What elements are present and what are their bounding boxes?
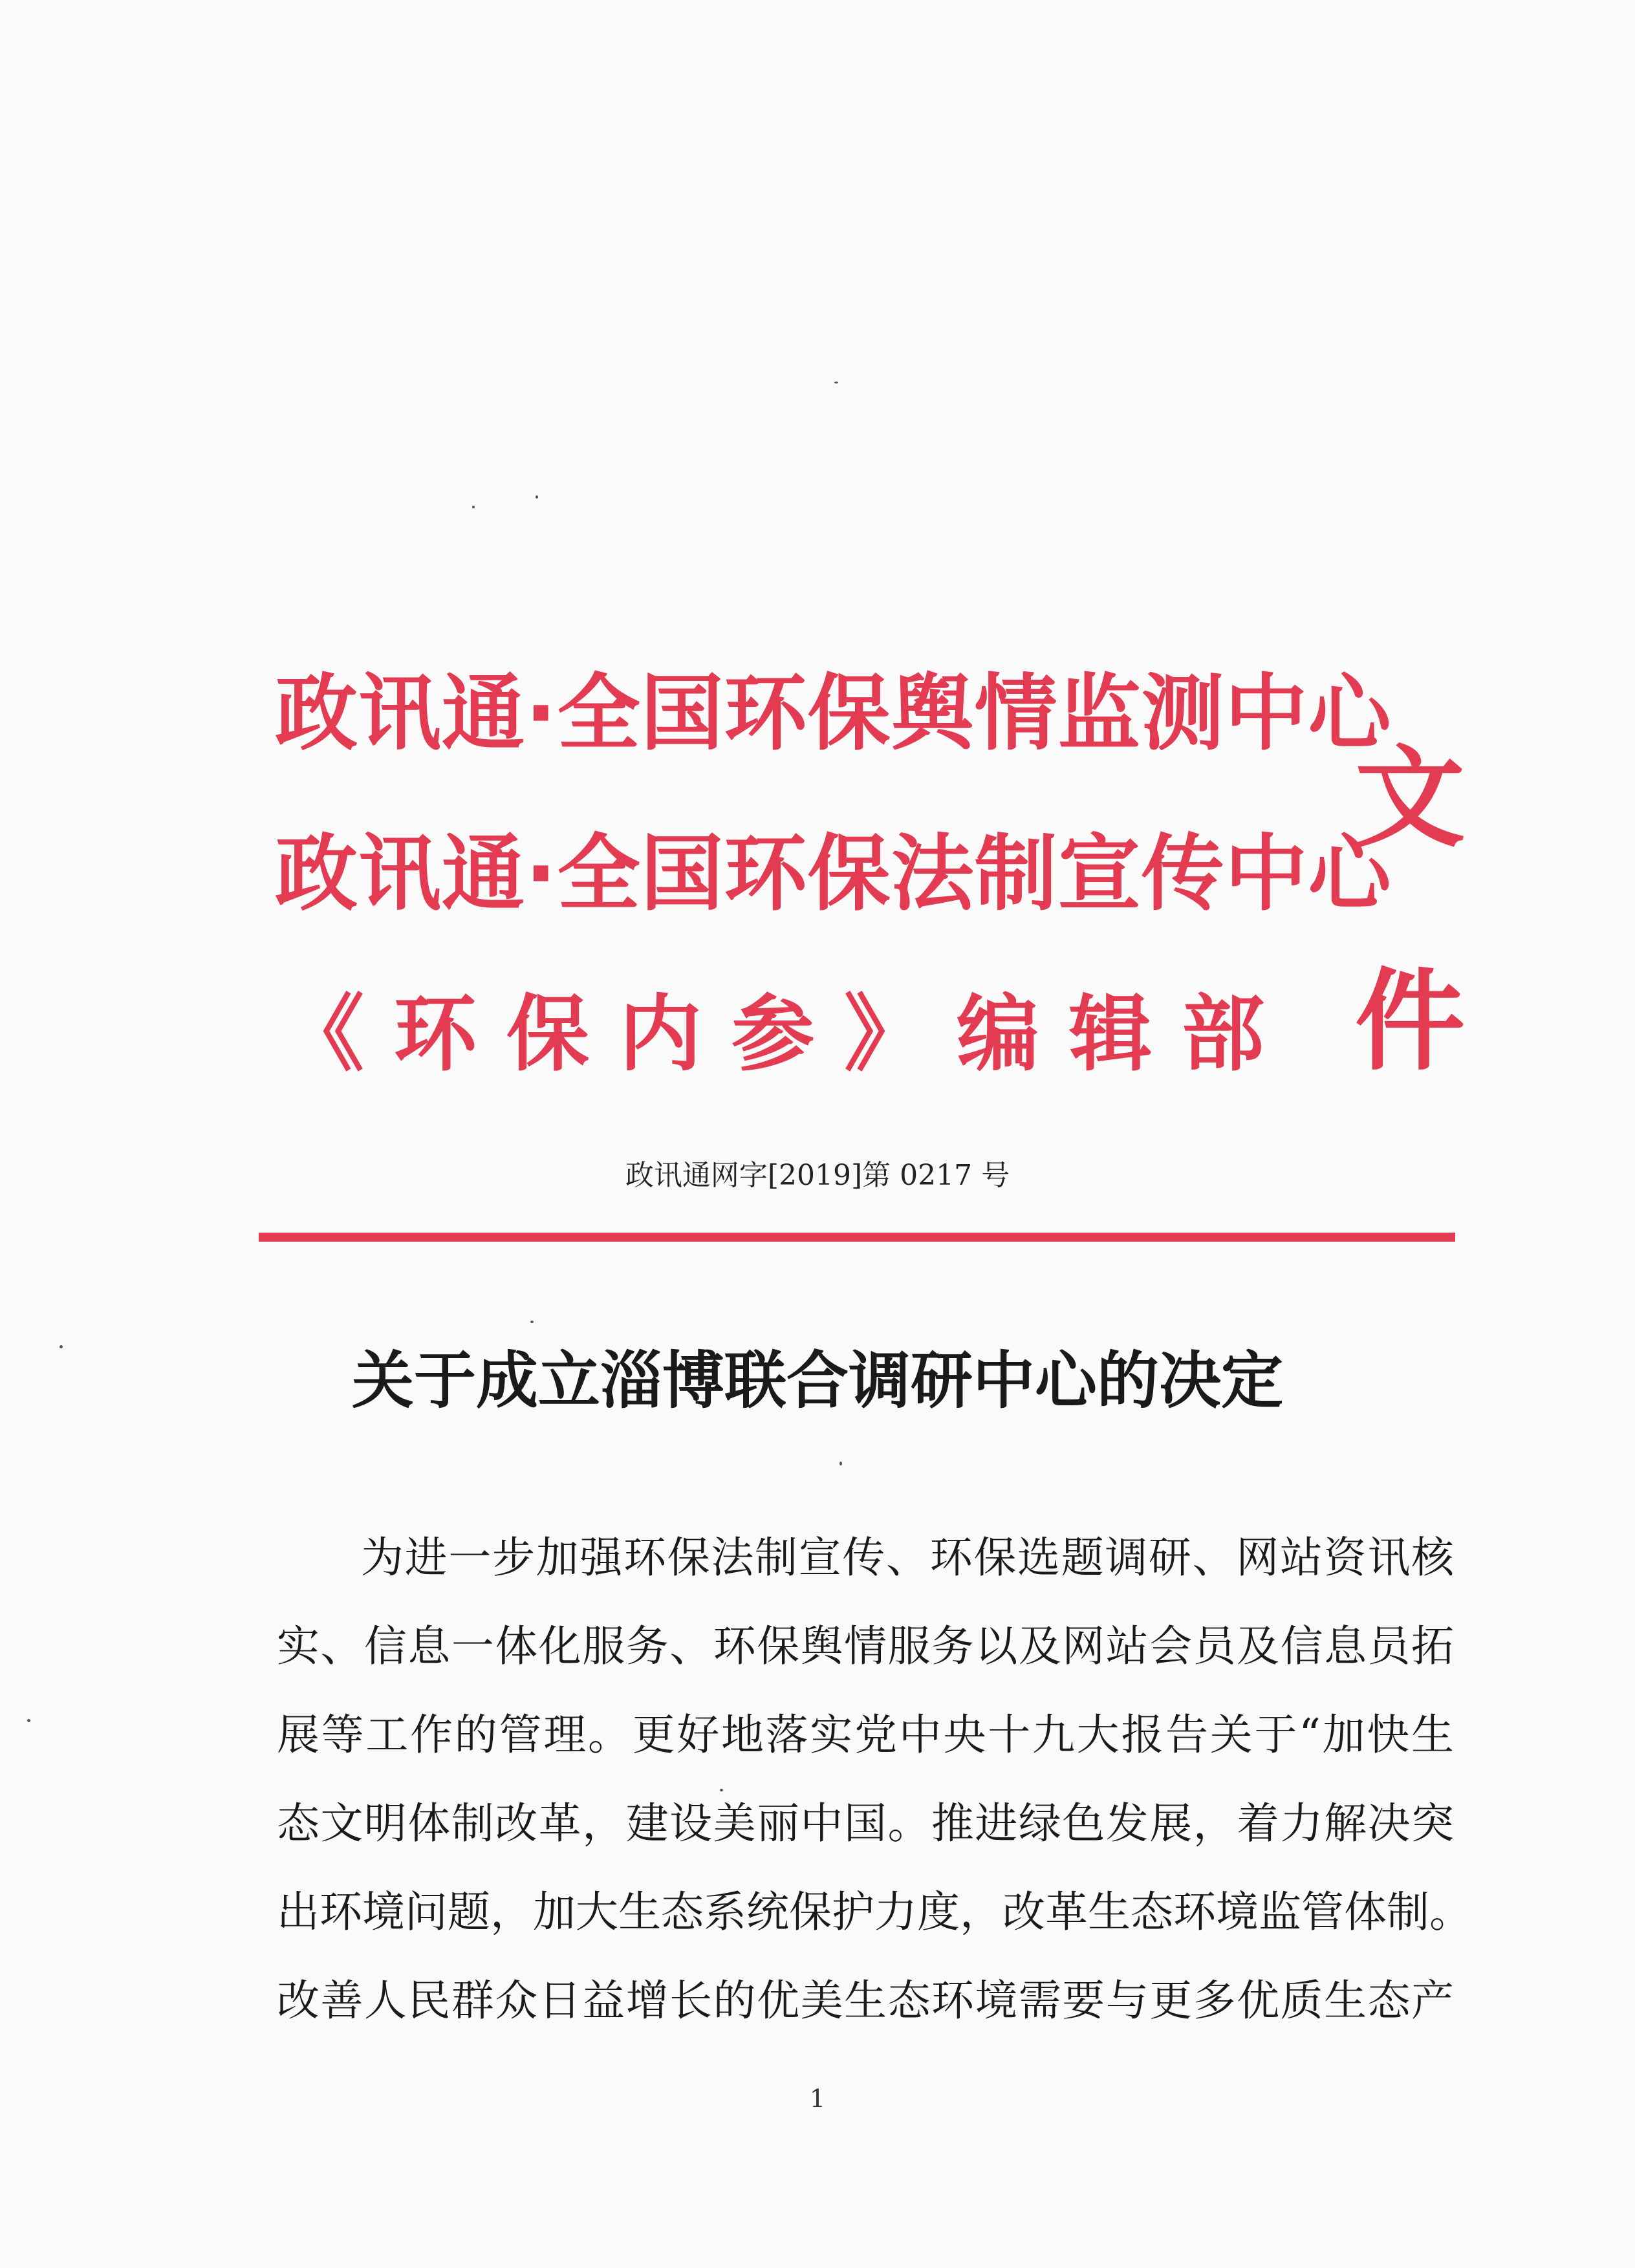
- body-paragraph: [277, 1513, 1472, 2045]
- document-type-char-1: 文: [1355, 735, 1466, 863]
- red-divider-line: [259, 1233, 1455, 1242]
- body-line-5: 出环境问题，加大生态系统保护力度，改革生态环境监管体制。: [277, 1887, 1472, 1937]
- scan-speck: [720, 1789, 723, 1791]
- scan-speck: [472, 506, 475, 508]
- page-number: 1: [809, 2084, 826, 2113]
- issuer-line-1: 政讯通·全国环保舆情监测中心: [275, 665, 1392, 762]
- body-line-3: 展等工作的管理。更好地落实党中央十九大报告关于“加快生: [277, 1710, 1454, 1760]
- body-line-4: 态文明体制改革，建设美丽中国。推进绿色发展，着力解决突: [277, 1798, 1454, 1848]
- scan-speck: [834, 382, 838, 383]
- document-type-label: [1355, 735, 1466, 1190]
- document-title: 关于成立淄博联合调研中心的决定: [352, 1344, 1283, 1417]
- scan-speck: [530, 1321, 534, 1323]
- issuer-line-2: 政讯通·全国环保法制宣传中心: [275, 826, 1392, 922]
- document-type-char-2: 件: [1355, 958, 1466, 1086]
- body-line-1: 为进一步加强环保法制宣传、环保选题调研、网站资讯核: [361, 1533, 1454, 1582]
- letterhead-issuers: [275, 665, 1392, 1154]
- scan-speck: [536, 495, 538, 499]
- scan-speck: [60, 1345, 63, 1348]
- document-number: 政讯通网字[2019]第 0217 号: [625, 1159, 1010, 1192]
- body-line-2: 实、信息一体化服务、环保舆情服务以及网站会员及信息员拓: [277, 1621, 1454, 1671]
- scan-speck: [27, 1719, 30, 1722]
- issuer-line-3: 《环保内参》编辑部: [281, 986, 1295, 1083]
- scan-speck: [839, 1462, 842, 1465]
- body-line-6: 改善人民群众日益增长的优美生态环境需要与更多优质生态产: [277, 1976, 1454, 2025]
